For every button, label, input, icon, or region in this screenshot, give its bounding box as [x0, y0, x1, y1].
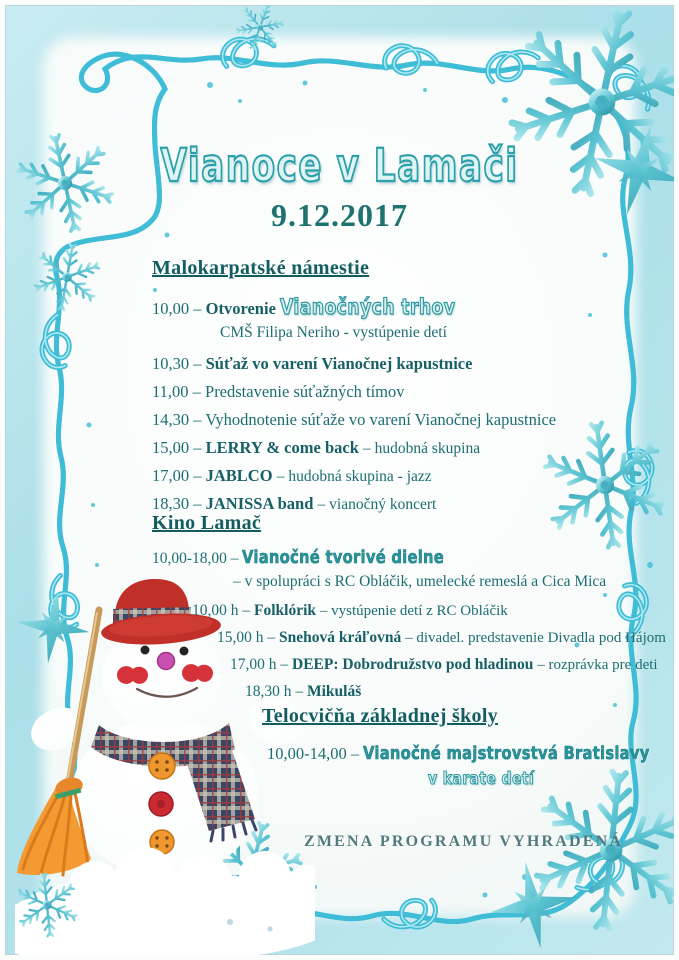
event-name: DEEP: Dobrodružstvo pod hladinou [292, 656, 534, 673]
event-time: 17,00 – [152, 466, 202, 485]
event-fancy-name: Vianočné tvorivé dielne [242, 547, 445, 568]
section-heading: Malokarpatské námestie [152, 257, 370, 279]
event-row [192, 597, 652, 624]
event-desc: – divadel. predstavenie Divadla pod Hájom [405, 630, 666, 646]
event-row [267, 742, 652, 766]
event-name: Otvorenie [205, 299, 276, 318]
event-time: 17,00 h – [230, 656, 289, 673]
event-time: 15,00 h – [217, 629, 276, 646]
snowflake-icon [231, 5, 288, 56]
event-name: Predstavenie súťažných tímov [205, 382, 405, 401]
event-row [152, 545, 652, 571]
event-name: Súťaž vo varení Vianočnej kapustnice [205, 354, 473, 373]
event-name: JANISSA band [205, 494, 314, 513]
event-name: Mikuláš [307, 683, 362, 700]
event-time: 10,30 – [152, 354, 202, 373]
poster-date: 9.12.2017 [271, 197, 408, 233]
snowman-cheek-heart [117, 666, 148, 684]
event-desc: – vianočný koncert [317, 496, 437, 513]
event-desc: – rozprávka pre deti [537, 657, 658, 673]
event-name: Vyhodnotenie súťaže vo varení Vianočnej kapustnice [205, 410, 557, 429]
event-row [230, 651, 658, 678]
event-name: Folklórik [254, 602, 317, 619]
event-subline: CMŠ Filipa Neriho - vystúpenie detí [220, 324, 447, 341]
event-time: 18,30 h – [245, 683, 304, 700]
event-desc: – hudobná skupina [363, 440, 481, 457]
section-kino-lamac [152, 512, 666, 705]
event-row [152, 350, 652, 378]
poster-title: Vianoce v Lamači [160, 139, 519, 192]
event-row [152, 406, 652, 434]
event-row [152, 462, 652, 490]
snowflake-icon [30, 239, 104, 315]
event-fancy-name: v karate detí [428, 769, 535, 789]
event-time: 10,00-18,00 – [152, 550, 239, 567]
event-desc: – vystúpenie detí z RC Obláčik [319, 603, 508, 619]
program-content [152, 257, 666, 793]
event-time: 10,00 – [152, 299, 202, 318]
footer-note: ZMENA PROGRAMU VYHRADENÁ [304, 833, 624, 850]
event-row [152, 378, 652, 406]
event-name: JABLCO [205, 466, 273, 485]
event-name: Snehová kráľovná [279, 629, 402, 646]
event-row [217, 624, 666, 651]
event-row [245, 678, 652, 705]
event-time: 11,00 – [152, 382, 201, 401]
event-fancy-name: Vianočných trhov [280, 295, 456, 319]
section-malokarpatske-namestie [152, 257, 652, 518]
event-time: 18,30 – [152, 494, 202, 513]
event-row [152, 434, 652, 462]
event-time: 14,30 – [152, 410, 202, 429]
snowman-eye [141, 646, 150, 655]
section-telocvicna [152, 705, 652, 793]
section-heading: Telocvičňa základnej školy [262, 705, 498, 727]
event-row [152, 292, 652, 322]
event-time: 10,00-14,00 – [267, 744, 360, 763]
event-row [428, 766, 652, 793]
event-time: 10,00 h – [192, 602, 251, 619]
event-time: 15,00 – [152, 438, 202, 457]
event-subline: – v spolupráci s RC Obláčik, umelecké remeslá a Cica Mica [233, 573, 607, 590]
event-name: LERRY & come back [205, 438, 359, 457]
event-desc: – hudobná skupina - jazz [276, 468, 432, 485]
event-fancy-name: Vianočné majstrovstvá Bratislavy [363, 743, 650, 764]
section-heading: Kino Lamač [152, 512, 262, 534]
